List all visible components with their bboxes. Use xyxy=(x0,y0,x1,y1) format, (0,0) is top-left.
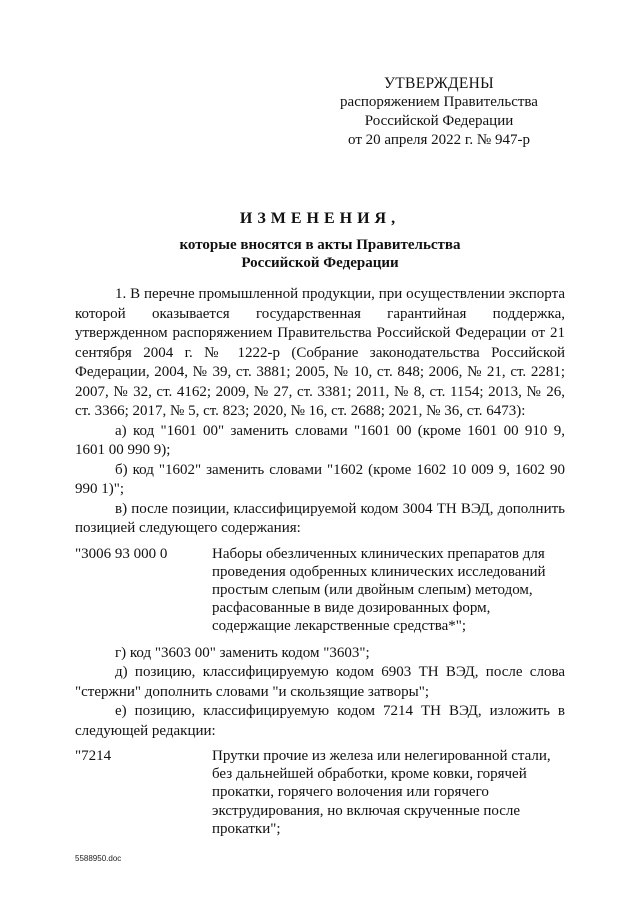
approval-line-1: распоряжением Правительства xyxy=(340,94,538,110)
position-entry-3006 xyxy=(75,545,565,636)
paragraph-d: д) позицию, классифицируемую кодом 6903 ТН ВЭД, после слова "стержни" дополнить словами "и скользящие затворы"; xyxy=(75,664,565,700)
paragraph-e: е) позицию, классифицируемую кодом 7214 ТН ВЭД, изложить в следующей редакции: xyxy=(75,703,565,739)
subtitle-line-1: которые вносятся в акты Правительства xyxy=(179,237,461,253)
approval-line-3: от 20 апреля 2022 г. № 947-р xyxy=(348,132,530,148)
document-body xyxy=(75,285,565,846)
document-title: ИЗМЕНЕНИЯ, xyxy=(239,210,401,227)
approval-title: УТВЕРЖДЕНЫ xyxy=(384,75,494,92)
document-subtitle xyxy=(75,236,565,272)
position-description: Наборы обезличенных клинических препаратов для проведения одобренных клинических исследований простым слепым (или двойным слепым) методом, расфасованные в виде дозированных форм, содержащие лекарственные средства*"; xyxy=(212,545,546,635)
position-code: "3006 93 000 0 xyxy=(75,545,168,562)
position-code: "7214 xyxy=(75,748,112,765)
subtitle-line-2: Российской Федерации xyxy=(241,255,399,271)
footer-filename: 5588950.doc xyxy=(75,854,122,863)
approval-block xyxy=(324,74,554,150)
paragraph-g: г) код "3603 00" заменить кодом "3603"; xyxy=(115,644,370,661)
paragraph-1: 1. В перечне промышленной продукции, при осуществлении экспорта которой оказывается государственная гарантийная поддержка, утвержденном распоряжением Правительства Российской Федерации от 21 сентября 2004 г. № 1222-р (Собрание законодательства Российской Федерации, 2004, № 39, ст. 3881; 2005, № 10, ст. 848; 2006, № 21, ст. 2281; 2007, № 32, ст. 4162; 2009, № 27, ст. 3381; 2011, № 8, ст. 1154; 2013, № 26, ст. 3366; 2017, № 5, ст. 823; 2020, № 16, ст. 2688; 2021, № 36, ст. 6473): xyxy=(75,286,565,419)
paragraph-v: в) после позиции, классифицируемой кодом 3004 ТН ВЭД, дополнить позицией следующего содержания: xyxy=(75,500,565,536)
paragraph-a: а) код "1601 00" заменить словами "1601 00 (кроме 1601 00 910 9, 1601 00 990 9); xyxy=(75,422,565,458)
approval-line-2: Российской Федерации xyxy=(364,113,514,129)
position-entry-7214 xyxy=(75,747,565,838)
paragraph-b: б) код "1602" заменить словами "1602 (кроме 1602 10 009 9, 1602 90 990 1)"; xyxy=(75,461,565,497)
position-description: Прутки прочие из железа или нелегированной стали, без дальнейшей обработки, кроме ковки, горячей прокатки, горячего волочения или горячего экструдирования, но включая скрученные после прокатки"; xyxy=(212,748,551,837)
